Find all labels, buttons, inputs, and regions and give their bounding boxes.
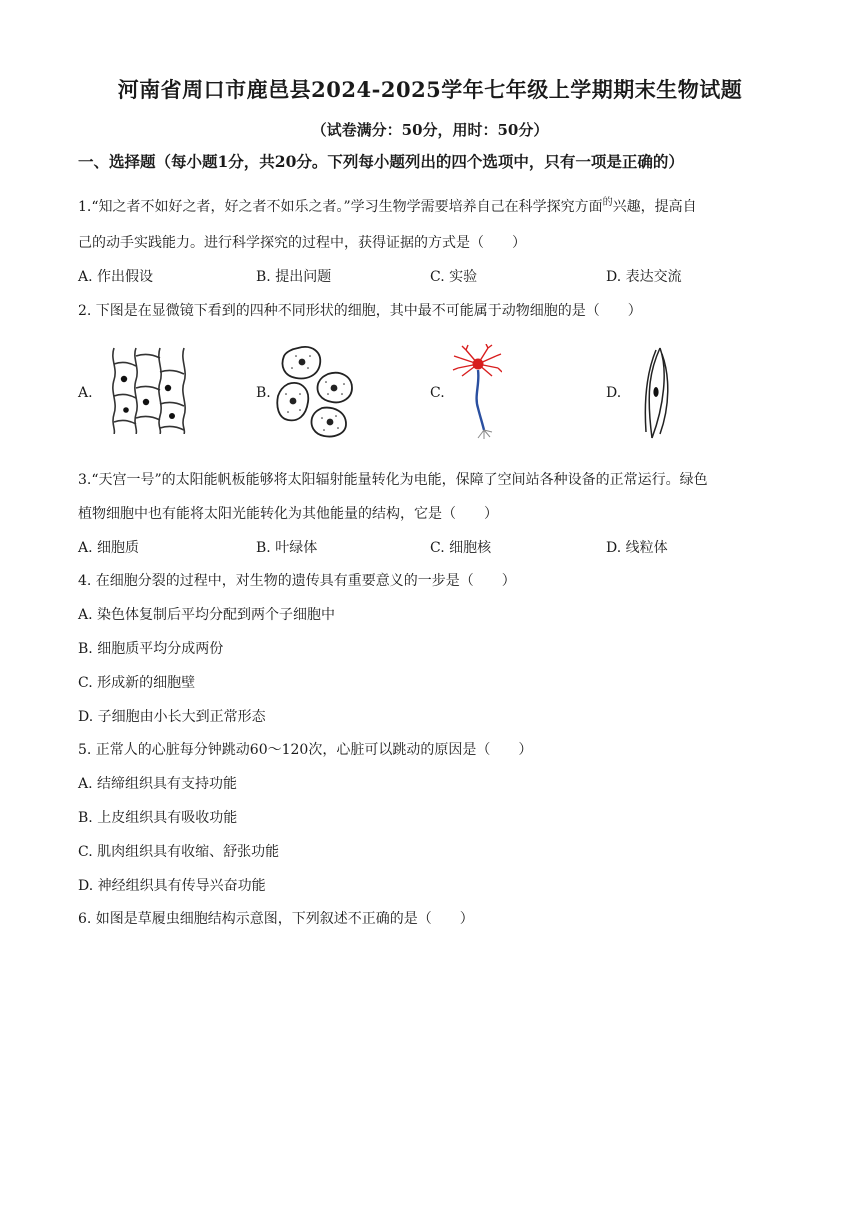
q2-option-b: B. [256,385,271,401]
question-5-stem: 5. 正常人的心脏每分钟跳动60～120次，心脏可以跳动的原因是（ ） [78,742,533,758]
q4-option-d: D. 子细胞由小长大到正常形态 [78,709,266,725]
question-2-stem: 2. 下图是在显微镜下看到的四种不同形状的细胞，其中最不可能属于动物细胞的是（ ） [78,303,642,319]
page-title: 河南省周口市鹿邑县2024-2025学年七年级上学期期末生物试题 [117,77,743,102]
question-6-stem: 6. 如图是草履虫细胞结构示意图，下列叙述不正确的是（ ） [78,911,474,927]
exam-info: （试卷满分：50分，用时：50分） [311,121,549,139]
q5-option-d: D. 神经组织具有传导兴奋功能 [78,878,266,894]
question-1-line-1: 1.“知之者不如好之者，好之者不如乐之者。”学习生物学需要培养自己在科学探究方面$^的$兴趣，提高自 [78,197,697,215]
q2-option-a: A. [78,385,93,401]
section-heading: 一、选择题（每小题1分，共20分。下列每小题列出的四个选项中，只有一项是正确的） [78,152,684,171]
animal-cell-figure [276,344,368,438]
q2-option-c: C. [430,385,445,401]
question-4-stem: 4. 在细胞分裂的过程中，对生物的遗传具有重要意义的一步是（ ） [78,573,516,589]
muscle-cell-figure [640,346,672,440]
question-3-line-2: 植物细胞中也有能将太阳光能转化为其他能量的结构，它是（ ） [78,506,498,522]
q1-option-b: B. 提出问题 [256,269,332,285]
q3-option-d: D. 线粒体 [606,540,668,556]
q1-option-c: C. 实验 [430,269,478,285]
q4-option-c: C. 形成新的细胞壁 [78,675,196,691]
q3-option-b: B. 叶绿体 [256,540,318,556]
q3-option-c: C. 细胞核 [430,540,492,556]
plant-cell-figure [108,346,190,434]
q1-option-a: A. 作出假设 [78,269,154,285]
question-3-line-1: 3.“天宫一号”的太阳能帆板能够将太阳辐射能量转化为电能，保障了空间站各种设备的正常运行。绿色 [78,472,708,488]
q4-option-b: B. 细胞质平均分成两份 [78,641,224,657]
neuron-figure [452,344,502,440]
q3-option-a: A. 细胞质 [78,540,140,556]
q5-option-b: B. 上皮组织具有吸收功能 [78,810,238,826]
q5-option-c: C. 肌肉组织具有收缩、舒张功能 [78,844,280,860]
q1-option-d: D. 表达交流 [606,269,682,285]
q2-option-d: D. [606,385,622,401]
q5-option-a: A. 结缔组织具有支持功能 [78,776,238,792]
q4-option-a: A. 染色体复制后平均分配到两个子细胞中 [78,607,336,623]
question-1-line-2: 己的动手实践能力。进行科学探究的过程中，获得证据的方式是（ ） [78,235,526,251]
